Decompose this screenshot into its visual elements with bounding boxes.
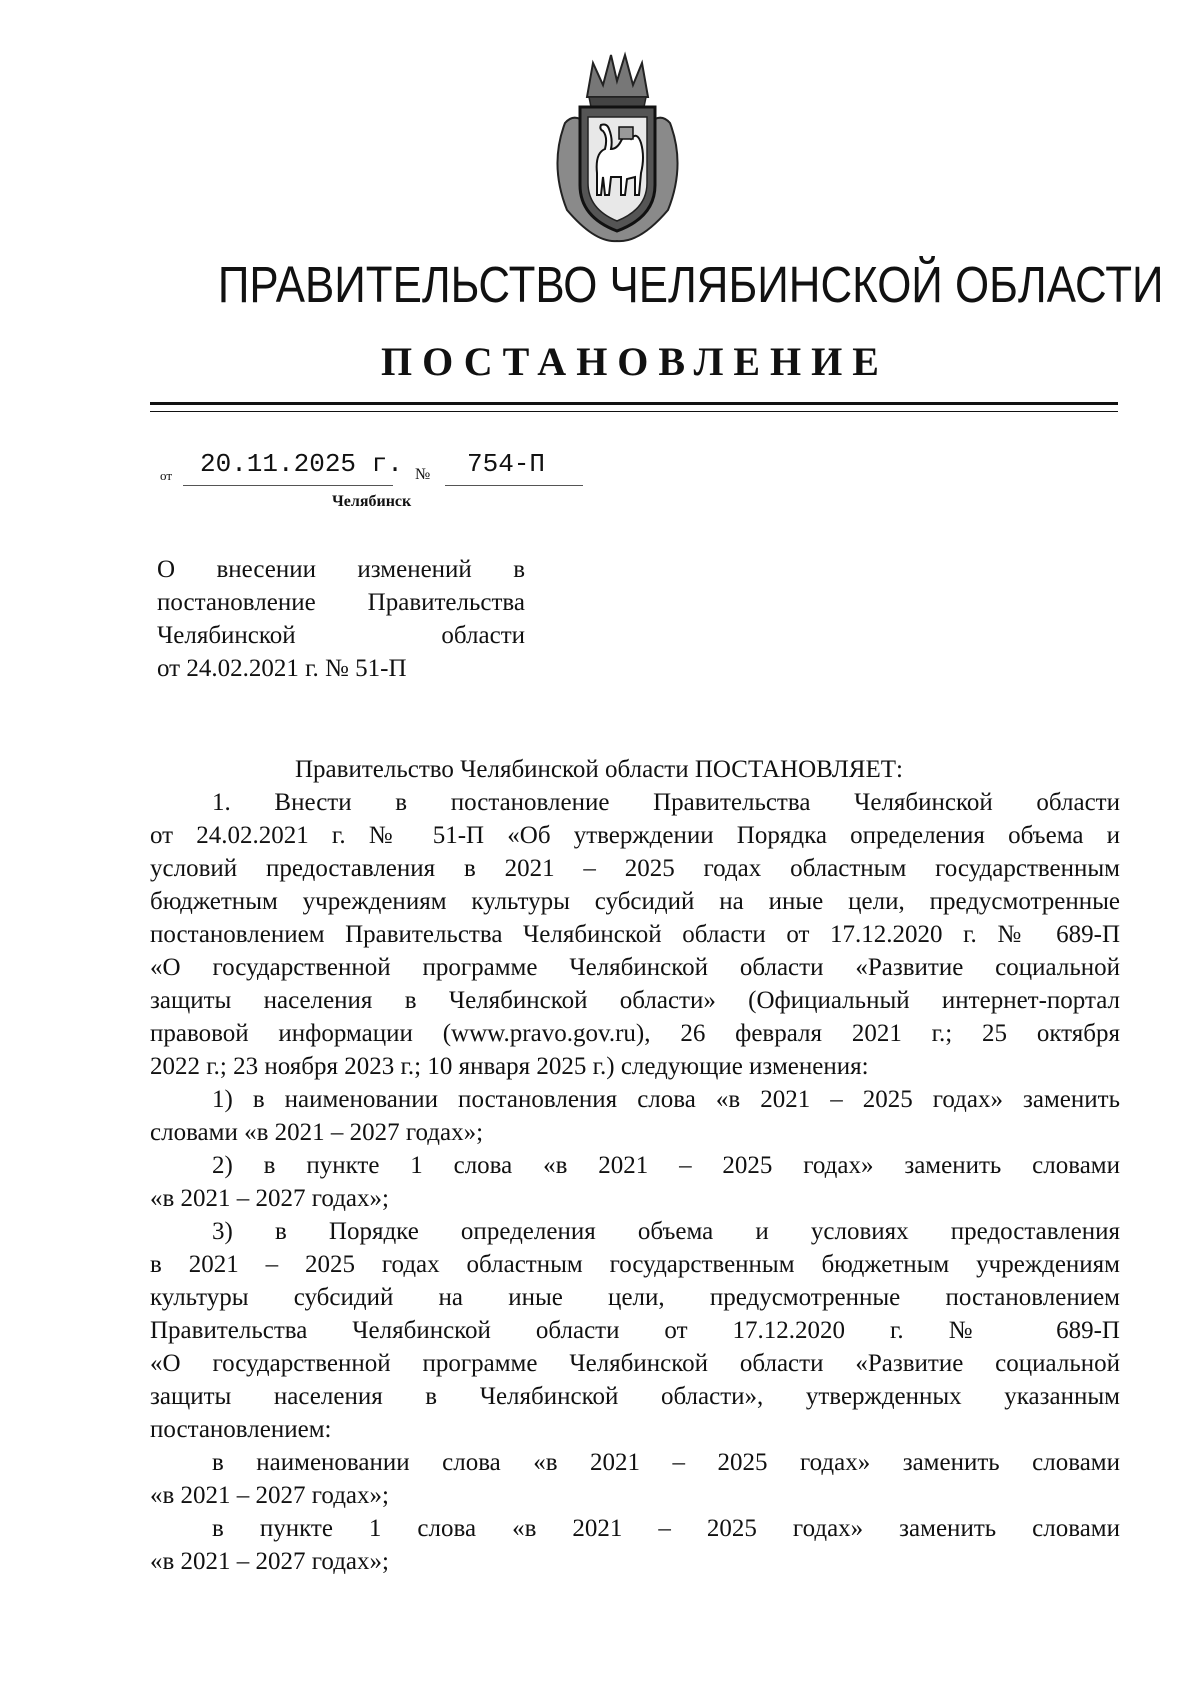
body-line: «в 2021 – 2027 годах»; (150, 1185, 389, 1212)
body-line: «в 2021 – 2027 годах»; (150, 1482, 389, 1509)
body-line: 1) в наименовании постановления слова «в 2021 – 2025 годах» заменить (212, 1086, 1120, 1113)
header-divider-thin (150, 411, 1118, 412)
coat-of-arms-emblem (545, 45, 690, 245)
number-prefix-label: № (415, 466, 431, 483)
body-line: от 24.02.2021 г. № 51-П «Об утверждении Порядка определения объема и (150, 822, 1120, 849)
subject-line: от 24.02.2021 г. № 51-П (157, 655, 407, 682)
body-line: постановлением: (150, 1416, 332, 1443)
body-line: Правительства Челябинской области от 17.12.2020 г. № 689-П (150, 1317, 1120, 1344)
document-type-heading: ПОСТАНОВЛЕНИЕ (381, 339, 889, 384)
body-line: в наименовании слова «в 2021 – 2025 годах» заменить словами (212, 1449, 1120, 1476)
number-underline (445, 485, 583, 486)
body-line: защиты населения в Челябинской области» (Официальный интернет-портал (150, 987, 1120, 1014)
body-line: культуры субсидий на иные цели, предусмотренные постановлением (150, 1284, 1120, 1311)
body-line: 3) в Порядке определения объема и условиях предоставления (212, 1218, 1120, 1245)
body-line: «О государственной программе Челябинской области «Развитие социальной (150, 1350, 1120, 1377)
document-number: 754-П (467, 449, 546, 479)
document-subject (157, 553, 525, 685)
body-line: постановлением Правительства Челябинской области от 17.12.2020 г. № 689-П (150, 921, 1120, 948)
body-line: словами «в 2021 – 2027 годах»; (150, 1119, 484, 1146)
date-underline (183, 485, 393, 486)
body-line: условий предоставления в 2021 – 2025 годах областным государственным (150, 855, 1120, 882)
body-line: «О государственной программе Челябинской области «Развитие социальной (150, 954, 1120, 981)
body-line: в пункте 1 слова «в 2021 – 2025 годах» заменить словами (212, 1515, 1120, 1542)
subject-line: О внесении изменений в (157, 556, 525, 583)
body-line: 1. Внести в постановление Правительства Челябинской области (212, 789, 1120, 816)
body-line: защиты населения в Челябинской области», утвержденных указанным (150, 1383, 1120, 1410)
body-line: Правительство Челябинской области ПОСТАНОВЛЯЕТ: (295, 756, 903, 783)
body-line: в 2021 – 2025 годах областным государственным бюджетным учреждениям (150, 1251, 1120, 1278)
body-line: «в 2021 – 2027 годах»; (150, 1548, 389, 1575)
subject-line: постановление Правительства (157, 589, 525, 616)
document-body (150, 753, 1120, 1578)
header-divider-thick (150, 402, 1118, 405)
city-label: Челябинск (332, 493, 412, 510)
body-line: бюджетным учреждениям культуры субсидий на иные цели, предусмотренные (150, 888, 1120, 915)
organization-title: ПРАВИТЕЛЬСТВО ЧЕЛЯБИНСКОЙ ОБЛАСТИ (217, 256, 1164, 313)
subject-line: Челябинской области (157, 622, 525, 649)
body-line: 2022 г.; 23 ноября 2023 г.; 10 января 2025 г.) следующие изменения: (150, 1053, 869, 1080)
date-prefix-label: от (160, 468, 173, 483)
body-line: правовой информации (www.pravo.gov.ru), 26 февраля 2021 г.; 25 октября (150, 1020, 1120, 1047)
body-line: 2) в пункте 1 слова «в 2021 – 2025 годах» заменить словами (212, 1152, 1120, 1179)
document-date: 20.11.2025 г. (200, 449, 403, 479)
